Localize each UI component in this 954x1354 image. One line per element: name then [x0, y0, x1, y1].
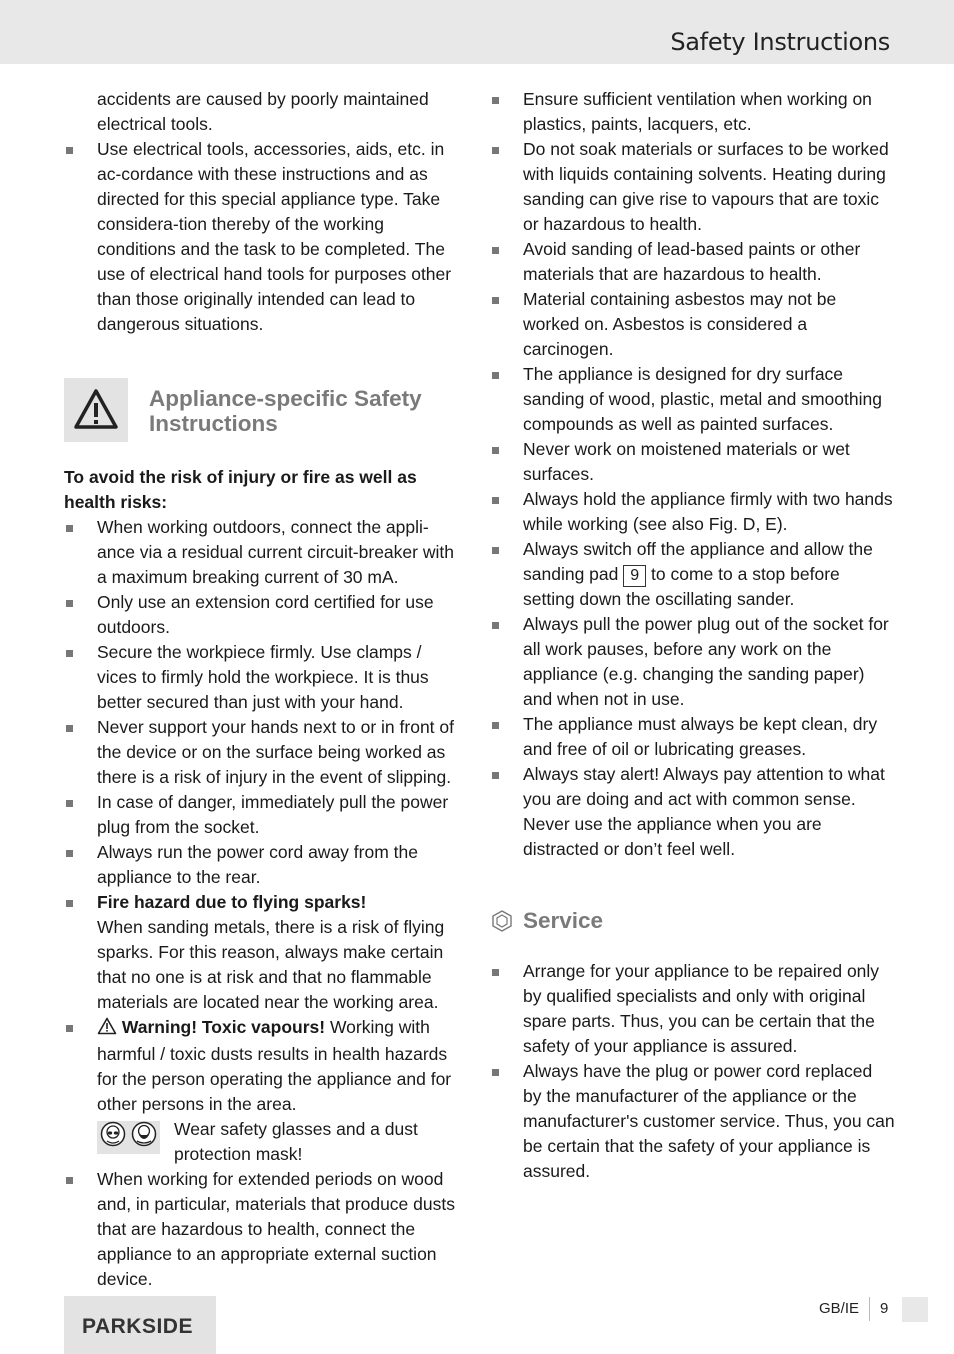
list-item: Always stay alert! Always pay attention to what you are doing and act with common sense. Never use the appliance when you are distracted or don’t feel well.	[490, 762, 895, 862]
dust-mask-icon	[131, 1121, 157, 1154]
right-column	[490, 87, 895, 1184]
list-item: Material containing asbestos may not be worked on. Asbestos is considered a carcinogen.	[490, 287, 895, 362]
list-item: When working outdoors, connect the appli-ance via a residual current circuit-breaker with a maximum breaking current of 30 mA.	[64, 515, 466, 590]
fire-hazard-heading: Fire hazard due to flying sparks!	[97, 892, 367, 912]
section-title-line-1: Appliance-specific Safety	[149, 386, 422, 411]
switch-off-text-after: to come to a stop before setting down the oscillating sander.	[523, 564, 840, 609]
left-column	[64, 87, 466, 1292]
bullet-use-tools: Use electrical tools, accessories, aids, etc. in ac-cordance with these instructions and as directed for this special appliance type. Take considera-tion thereby of the working conditions and the task to be completed. The use of electrical hand tools for purposes other than those originally intended can lead to dangerous situations.	[64, 137, 466, 337]
list-item: Avoid sanding of lead-based paints or other materials that are hazardous to health.	[490, 237, 895, 287]
list-item: In case of danger, immediately pull the power plug from the socket.	[64, 790, 466, 840]
brand-logo-box	[64, 1296, 216, 1354]
list-item: The appliance must always be kept clean, dry and free of oil or lubricating greases.	[490, 712, 895, 762]
list-item: Always run the power cord away from the appliance to the rear.	[64, 840, 466, 890]
list-item: Arrange for your appliance to be repaired only by qualified specialists and only with original spare parts. Thus, you can be certain that the safety of your appliance is assured.	[490, 959, 895, 1059]
ppe-row	[64, 1117, 466, 1167]
list-item: Ensure sufficient ventilation when working on plastics, paints, lacquers, etc.	[490, 87, 895, 137]
list-item: Never support your hands next to or in front of the device or on the surface being worked as there is a risk of injury in the event of slipping.	[64, 715, 466, 790]
page-number: 9	[880, 1300, 889, 1317]
footer-divider	[869, 1297, 870, 1321]
ppe-icons	[97, 1121, 160, 1154]
list-item: Only use an extension cord certified for use outdoors.	[64, 590, 466, 640]
ppe-text: Wear safety glasses and a dust protection mask!	[174, 1119, 418, 1164]
section-title-line-2: Instructions	[149, 411, 278, 436]
page-title: Safety Instructions	[670, 28, 890, 56]
list-item: Never work on moistened materials or wet surfaces.	[490, 437, 895, 487]
section-title	[149, 386, 422, 436]
list-item: Do not soak materials or surfaces to be worked with liquids containing solvents. Heating during sanding can give rise to vapours that are toxic or hazardous to health.	[490, 137, 895, 237]
service-title: Service	[523, 908, 604, 933]
header-bar	[0, 0, 954, 64]
language-code: GB/IE	[819, 1300, 860, 1317]
brand-logo: PARKSIDE	[82, 1315, 193, 1338]
bullet-switch-off	[490, 537, 895, 612]
continuation-text: accidents are caused by poorly maintained electrical tools.	[97, 89, 429, 134]
section-heading-service	[490, 908, 895, 938]
list-item: Always have the plug or power cord replaced by the manufacturer of the appliance or the manufacturer's customer service. Thus, you can be certain that the safety of your appliance is assured.	[490, 1059, 895, 1184]
section-heading-appliance-safety	[64, 378, 466, 442]
page-tab-marker	[902, 1297, 928, 1322]
service-hexagon-icon	[490, 909, 514, 940]
safety-glasses-icon	[100, 1121, 126, 1154]
part-reference-box: 9	[623, 565, 646, 587]
bullet-suction: When working for extended periods on wood and, in particular, materials that produce dusts that are hazardous to health, connect the appliance to an appropriate external suction device.	[64, 1167, 466, 1292]
fire-hazard-text: When sanding metals, there is a risk of flying sparks. For this reason, always make certain that no one is at risk and that no flammable materials are located near the working area.	[97, 917, 445, 1012]
toxic-vapours-text: Working with harmful / toxic dusts results in health hazards for the person operating the appliance and for other persons in the area.	[97, 1017, 452, 1114]
bullet-toxic-vapours	[64, 1015, 466, 1117]
bullet-fire-hazard	[64, 890, 466, 1015]
warning-triangle-icon	[64, 378, 128, 442]
list-item: The appliance is designed for dry surface sanding of wood, plastic, metal and smoothing compounds as well as painted surfaces.	[490, 362, 895, 437]
list-item: Secure the workpiece firmly. Use clamps / vices to firmly hold the workpiece. It is thus better secured than just with your hand.	[64, 640, 466, 715]
intro-bold-text: To avoid the risk of injury or fire as well as health risks:	[64, 467, 417, 512]
list-item: Always pull the power plug out of the socket for all work pauses, before any work on the appliance (e.g. changing the sanding paper) and when not in use.	[490, 612, 895, 712]
switch-off-text-before: Always switch off the appliance and allow the sanding pad	[523, 539, 873, 584]
toxic-vapours-heading: Warning! Toxic vapours!	[121, 1017, 326, 1037]
list-item: Always hold the appliance firmly with two hands while working (see also Fig. D, E).	[490, 487, 895, 537]
small-warning-icon	[97, 1017, 117, 1042]
